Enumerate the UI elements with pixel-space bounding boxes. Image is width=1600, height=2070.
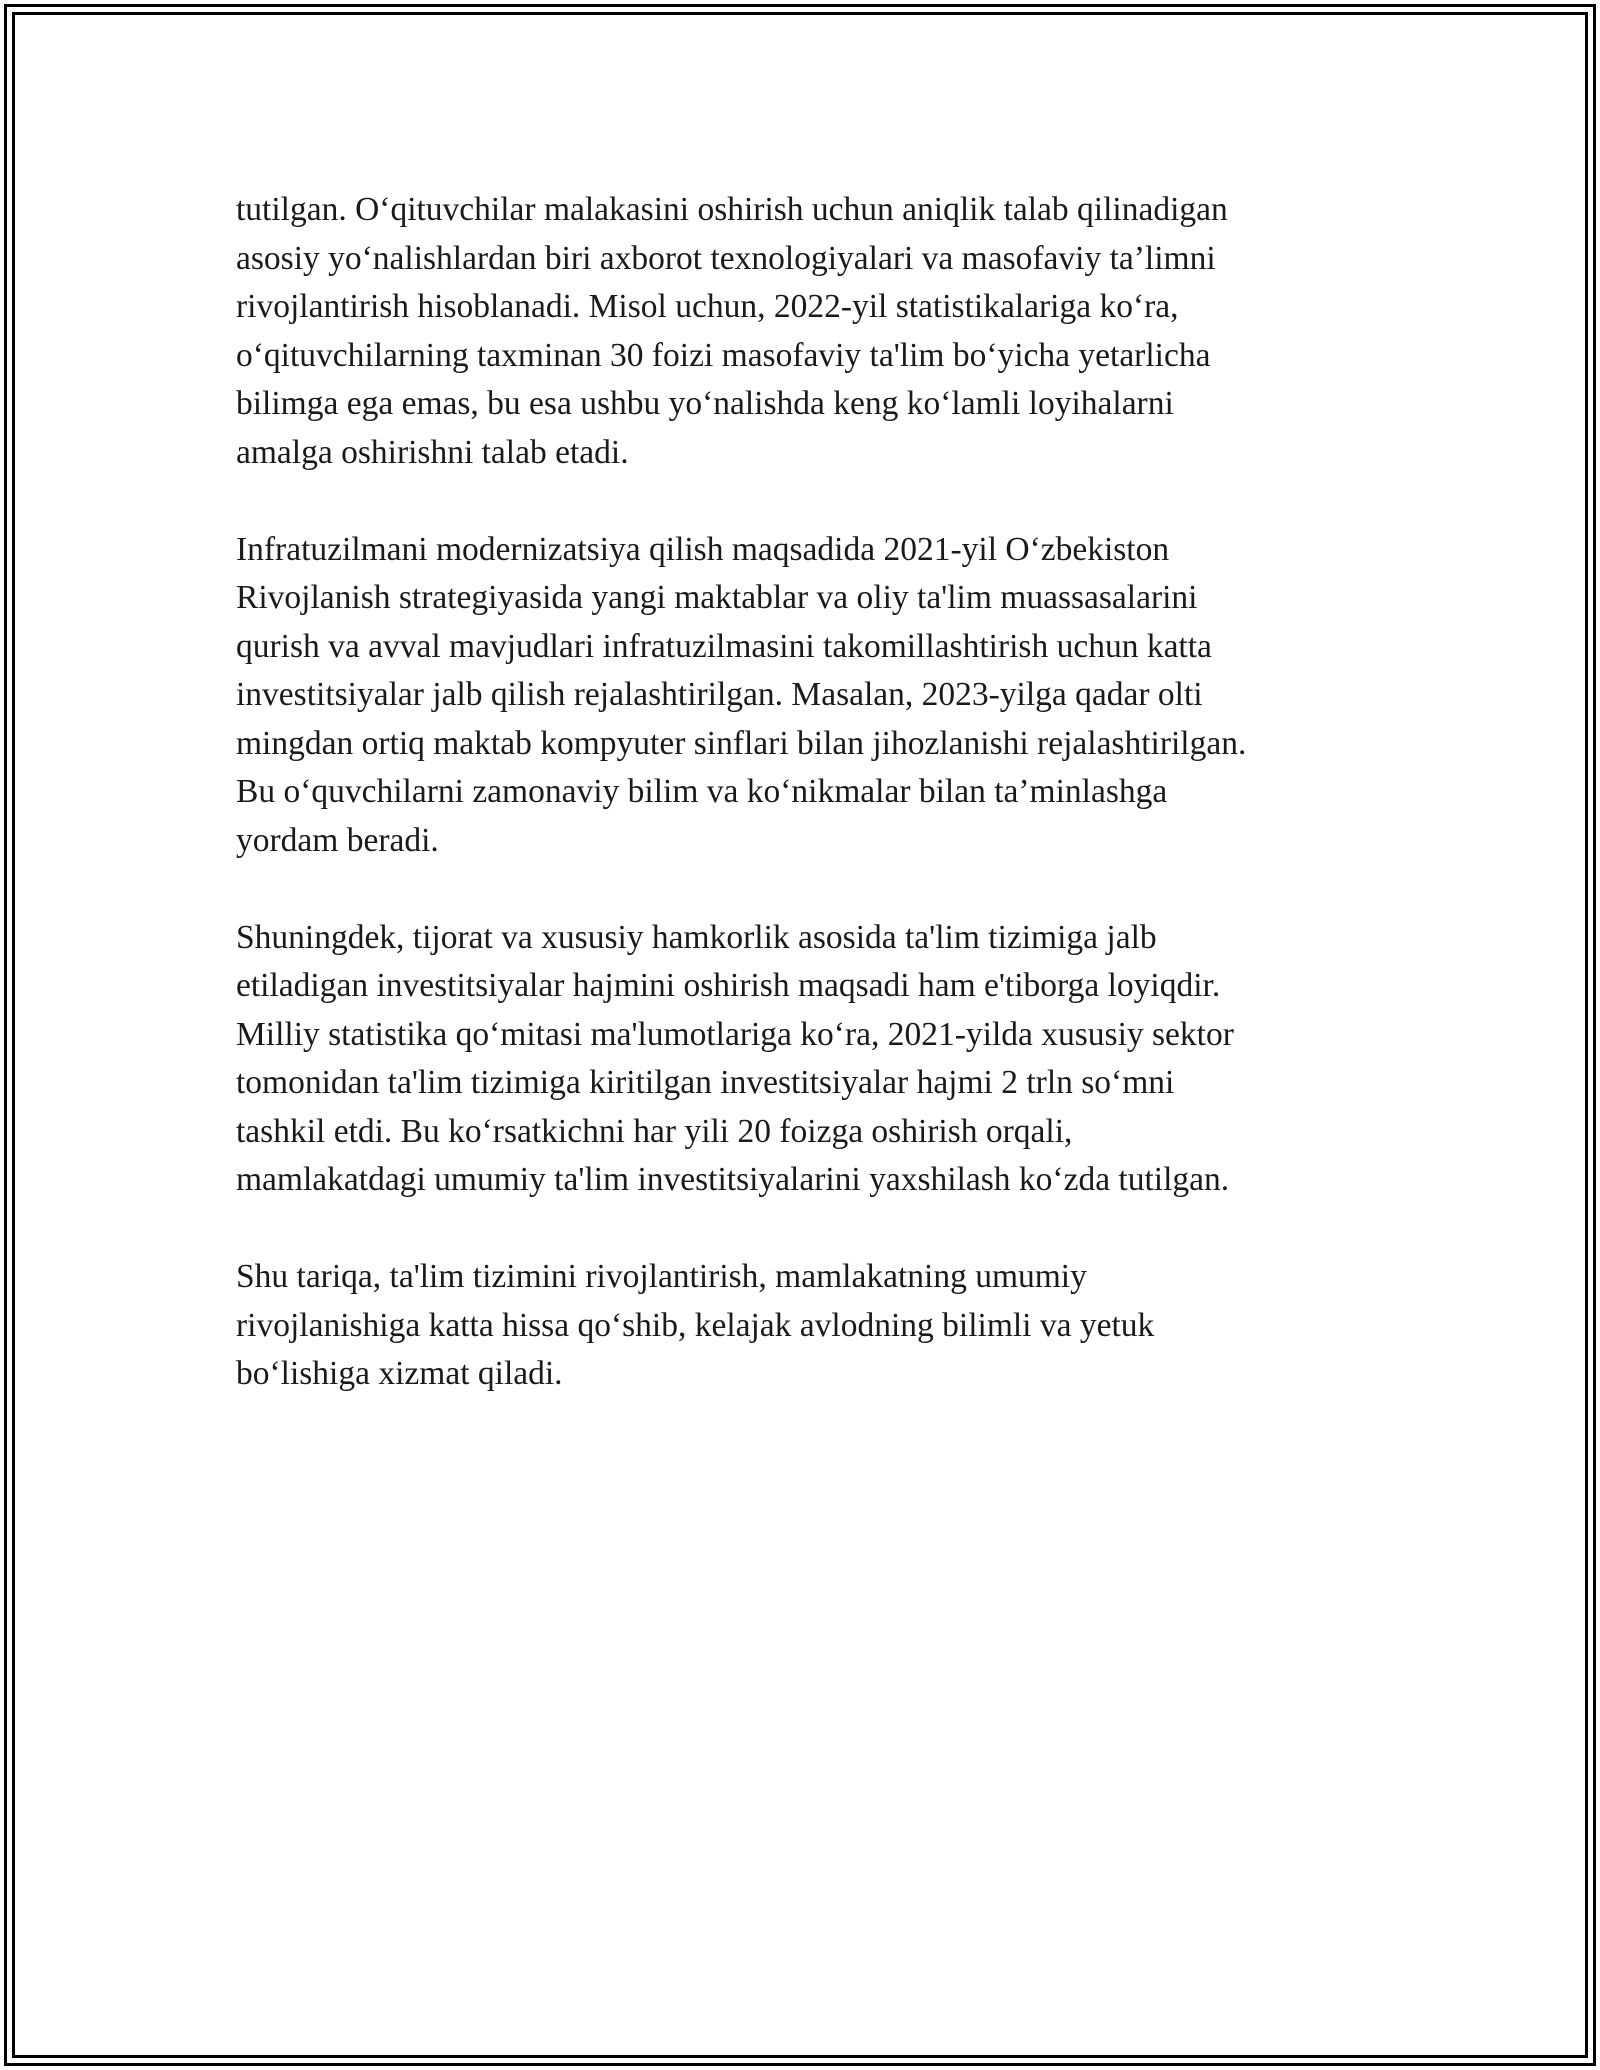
text-line: Infratuzilmani modernizatsiya qilish maqsadida 2021-yil O‘zbekiston: [236, 530, 1170, 568]
text-line: etiladigan investitsiyalar hajmini oshirish maqsadi ham e'tiborga loyiqdir.: [236, 967, 1221, 1004]
text-line: Shu tariqa, ta'lim tizimini rivojlantirish, mamlakatning umumiy: [236, 1258, 1087, 1295]
text-line: tashkil etdi. Bu ko‘rsatkichni har yili 20 foizga oshirish orqali,: [236, 1112, 1073, 1150]
text-line: rivojlantirish hisoblanadi. Misol uchun, 2022-yil statistikalariga ko‘ra,: [236, 288, 1179, 325]
text-line: amalga oshirishni talab etadi.: [236, 433, 629, 471]
text-line: Milliy statistika qo‘mitasi ma'lumotlariga ko‘ra, 2021-yilda xususiy sektor: [236, 1015, 1234, 1053]
text-line: mamlakatdagi umumiy ta'lim investitsiyalarini yaxshilash ko‘zda tutilgan.: [236, 1161, 1230, 1198]
text-line: Shuningdek, tijorat va xususiy hamkorlik asosida ta'lim tizimiga jalb: [236, 918, 1157, 956]
text-line: asosiy yo‘nalishlardan biri axborot texnologiyalari va masofaviy ta’limni: [236, 239, 1216, 277]
document-body: [236, 186, 1376, 1447]
text-line: bilimga ega emas, bu esa ushbu yo‘nalishda keng ko‘lamli loyihalarni: [236, 385, 1174, 422]
text-line: bo‘lishiga xizmat qiladi.: [236, 1355, 563, 1392]
text-line: tutilgan. O‘qituvchilar malakasini oshirish uchun aniqlik talab qilinadigan: [236, 191, 1228, 228]
text-line: Bu o‘quvchilarni zamonaviy bilim va ko‘nikmalar bilan ta’minlashga: [236, 773, 1168, 810]
text-line: rivojlanishiga katta hissa qo‘shib, kelajak avlodning bilimli va yetuk: [236, 1306, 1155, 1344]
paragraph-conclusion: [236, 1253, 1376, 1399]
text-line: tomonidan ta'lim tizimiga kiritilgan investitsiyalar hajmi 2 trln so‘mni: [236, 1064, 1175, 1101]
text-line: investitsiyalar jalb qilish rejalashtirilgan. Masalan, 2023-yilga qadar olti: [236, 676, 1203, 713]
text-line: mingdan ortiq maktab kompyuter sinflari bilan jihozlanishi rejalashtirilgan.: [236, 724, 1247, 762]
paragraph-teacher-training: [236, 186, 1376, 477]
text-line: Rivojlanish strategiyasida yangi maktablar va oliy ta'lim muassasalarini: [236, 579, 1198, 616]
text-line: o‘qituvchilarning taxminan 30 foizi masofaviy ta'lim bo‘yicha yetarlicha: [236, 336, 1211, 374]
text-line: qurish va avval mavjudlari infratuzilmasini takomillashtirish uchun katta: [236, 627, 1212, 665]
text-line: yordam beradi.: [236, 821, 439, 859]
paragraph-infrastructure: [236, 526, 1376, 866]
paragraph-investment: [236, 914, 1376, 1205]
